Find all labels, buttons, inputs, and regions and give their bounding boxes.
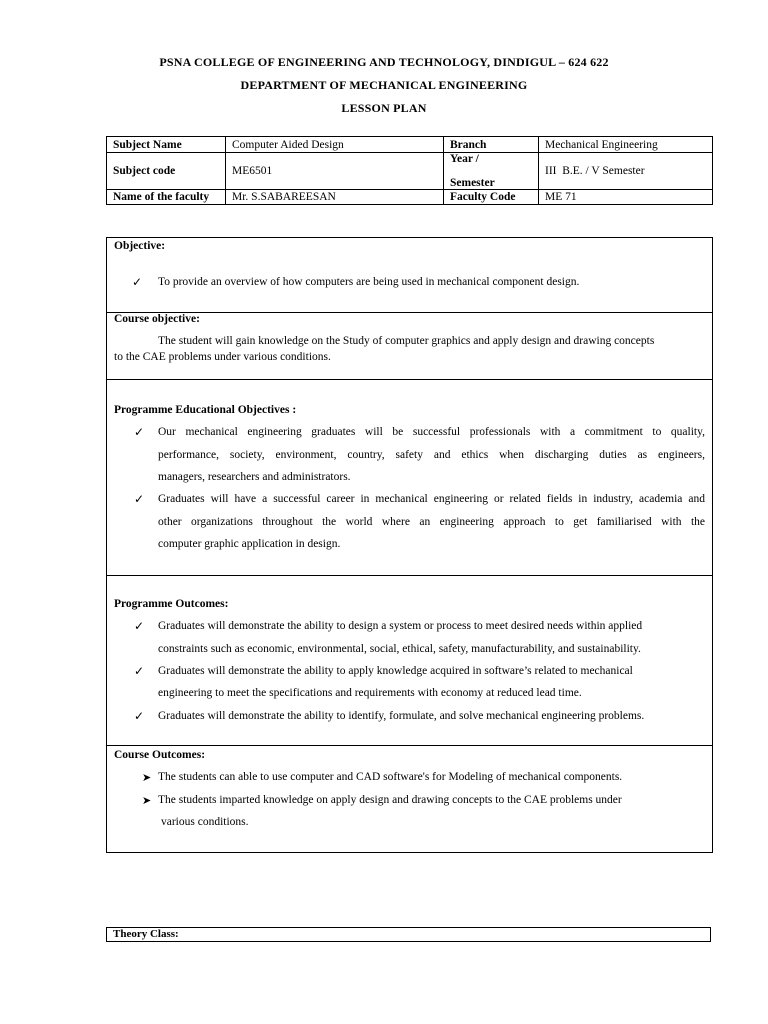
peo-item-2-line: computer graphic application in design.	[158, 538, 341, 550]
programme-outcomes-heading: Programme Outcomes:	[114, 598, 229, 610]
check-icon: ✓	[134, 709, 145, 723]
course-objective-section	[106, 311, 713, 380]
co-item-2-line: various conditions.	[161, 816, 249, 828]
peo-item-2-line: other organizations throughout the world where an engineering approach to get familiarised with the	[158, 516, 705, 528]
peo-item-2-line: Graduates will have a successful career in mechanical engineering or related fields in industry, academia and	[158, 493, 705, 505]
department-title: DEPARTMENT OF MECHANICAL ENGINEERING	[240, 78, 528, 92]
po-item-3: Graduates will demonstrate the ability to identify, formulate, and solve mechanical engineering problems.	[158, 710, 645, 722]
co-item-2-line: The students imparted knowledge on apply design and drawing concepts to the CAE problems under	[158, 794, 622, 806]
check-icon: ✓	[132, 275, 143, 289]
subject-name-value: Computer Aided Design	[226, 137, 444, 153]
subject-code-label: Subject code	[107, 153, 226, 190]
course-objective-line: to the CAE problems under various conditions.	[114, 351, 331, 363]
po-item-1-line: Graduates will demonstrate the ability to design a system or process to meet desired needs within applied	[158, 620, 643, 632]
arrowhead-icon: ➤	[142, 794, 152, 807]
peo-item-1-line: managers, researchers and administrators.	[158, 471, 351, 483]
faculty-name-label: Name of the faculty	[107, 190, 226, 205]
year-semester-label	[444, 153, 539, 190]
check-icon: ✓	[134, 619, 145, 633]
course-objective-heading: Course objective:	[114, 313, 200, 325]
programme-outcomes-section	[106, 574, 713, 746]
course-outcomes-section	[106, 745, 713, 853]
subject-info-table	[106, 136, 713, 205]
course-objective-line: The student will gain knowledge on the Study of computer graphics and apply design and drawing concepts	[158, 335, 655, 347]
faculty-name-value: Mr. S.SABAREESAN	[226, 190, 444, 205]
po-item-1-line: constraints such as economic, environmental, social, ethical, safety, manufacturability, and sustainability.	[158, 643, 641, 655]
branch-label: Branch	[444, 137, 539, 153]
college-title: PSNA COLLEGE OF ENGINEERING AND TECHNOLOGY, DINDIGUL – 624 622	[159, 55, 609, 69]
table-row	[107, 153, 713, 190]
peo-heading: Programme Educational Objectives :	[114, 404, 297, 416]
branch-value: Mechanical Engineering	[539, 137, 713, 153]
peo-item-1-line: performance, society, environment, country, safety and ethics when discharging duties as engineers,	[158, 449, 705, 461]
co-item-1: The students can able to use computer and CAD software's for Modeling of mechanical components.	[158, 771, 623, 783]
po-item-2-line: Graduates will demonstrate the ability to apply knowledge acquired in software’s related to mechanical	[158, 665, 633, 677]
semester-label: Semester	[450, 177, 495, 189]
check-icon: ✓	[134, 664, 145, 678]
theory-class-header: Theory Class:	[106, 927, 711, 942]
peo-item-1-line: Our mechanical engineering graduates will be successful professionals with a commitment to quality,	[158, 426, 705, 438]
po-item-2-line: engineering to meet the specifications and requirements with economy at reduced lead time.	[158, 687, 582, 699]
subject-name-label: Subject Name	[107, 137, 226, 153]
year-semester-value: III B.E. / V Semester	[539, 153, 713, 190]
objective-section	[106, 237, 713, 313]
subject-code-value: ME6501	[226, 153, 444, 190]
objective-heading: Objective:	[114, 240, 166, 252]
year-label: Year /	[450, 153, 479, 165]
faculty-code-label: Faculty Code	[444, 190, 539, 205]
check-icon: ✓	[134, 492, 145, 506]
table-row	[107, 137, 713, 153]
peo-section	[106, 379, 713, 576]
document-title: LESSON PLAN	[341, 101, 427, 115]
objective-item: To provide an overview of how computers are being used in mechanical component design.	[158, 276, 580, 288]
course-outcomes-heading: Course Outcomes:	[114, 749, 206, 761]
check-icon: ✓	[134, 425, 145, 439]
arrowhead-icon: ➤	[142, 771, 152, 784]
faculty-code-value: ME 71	[539, 190, 713, 205]
table-row	[107, 190, 713, 205]
